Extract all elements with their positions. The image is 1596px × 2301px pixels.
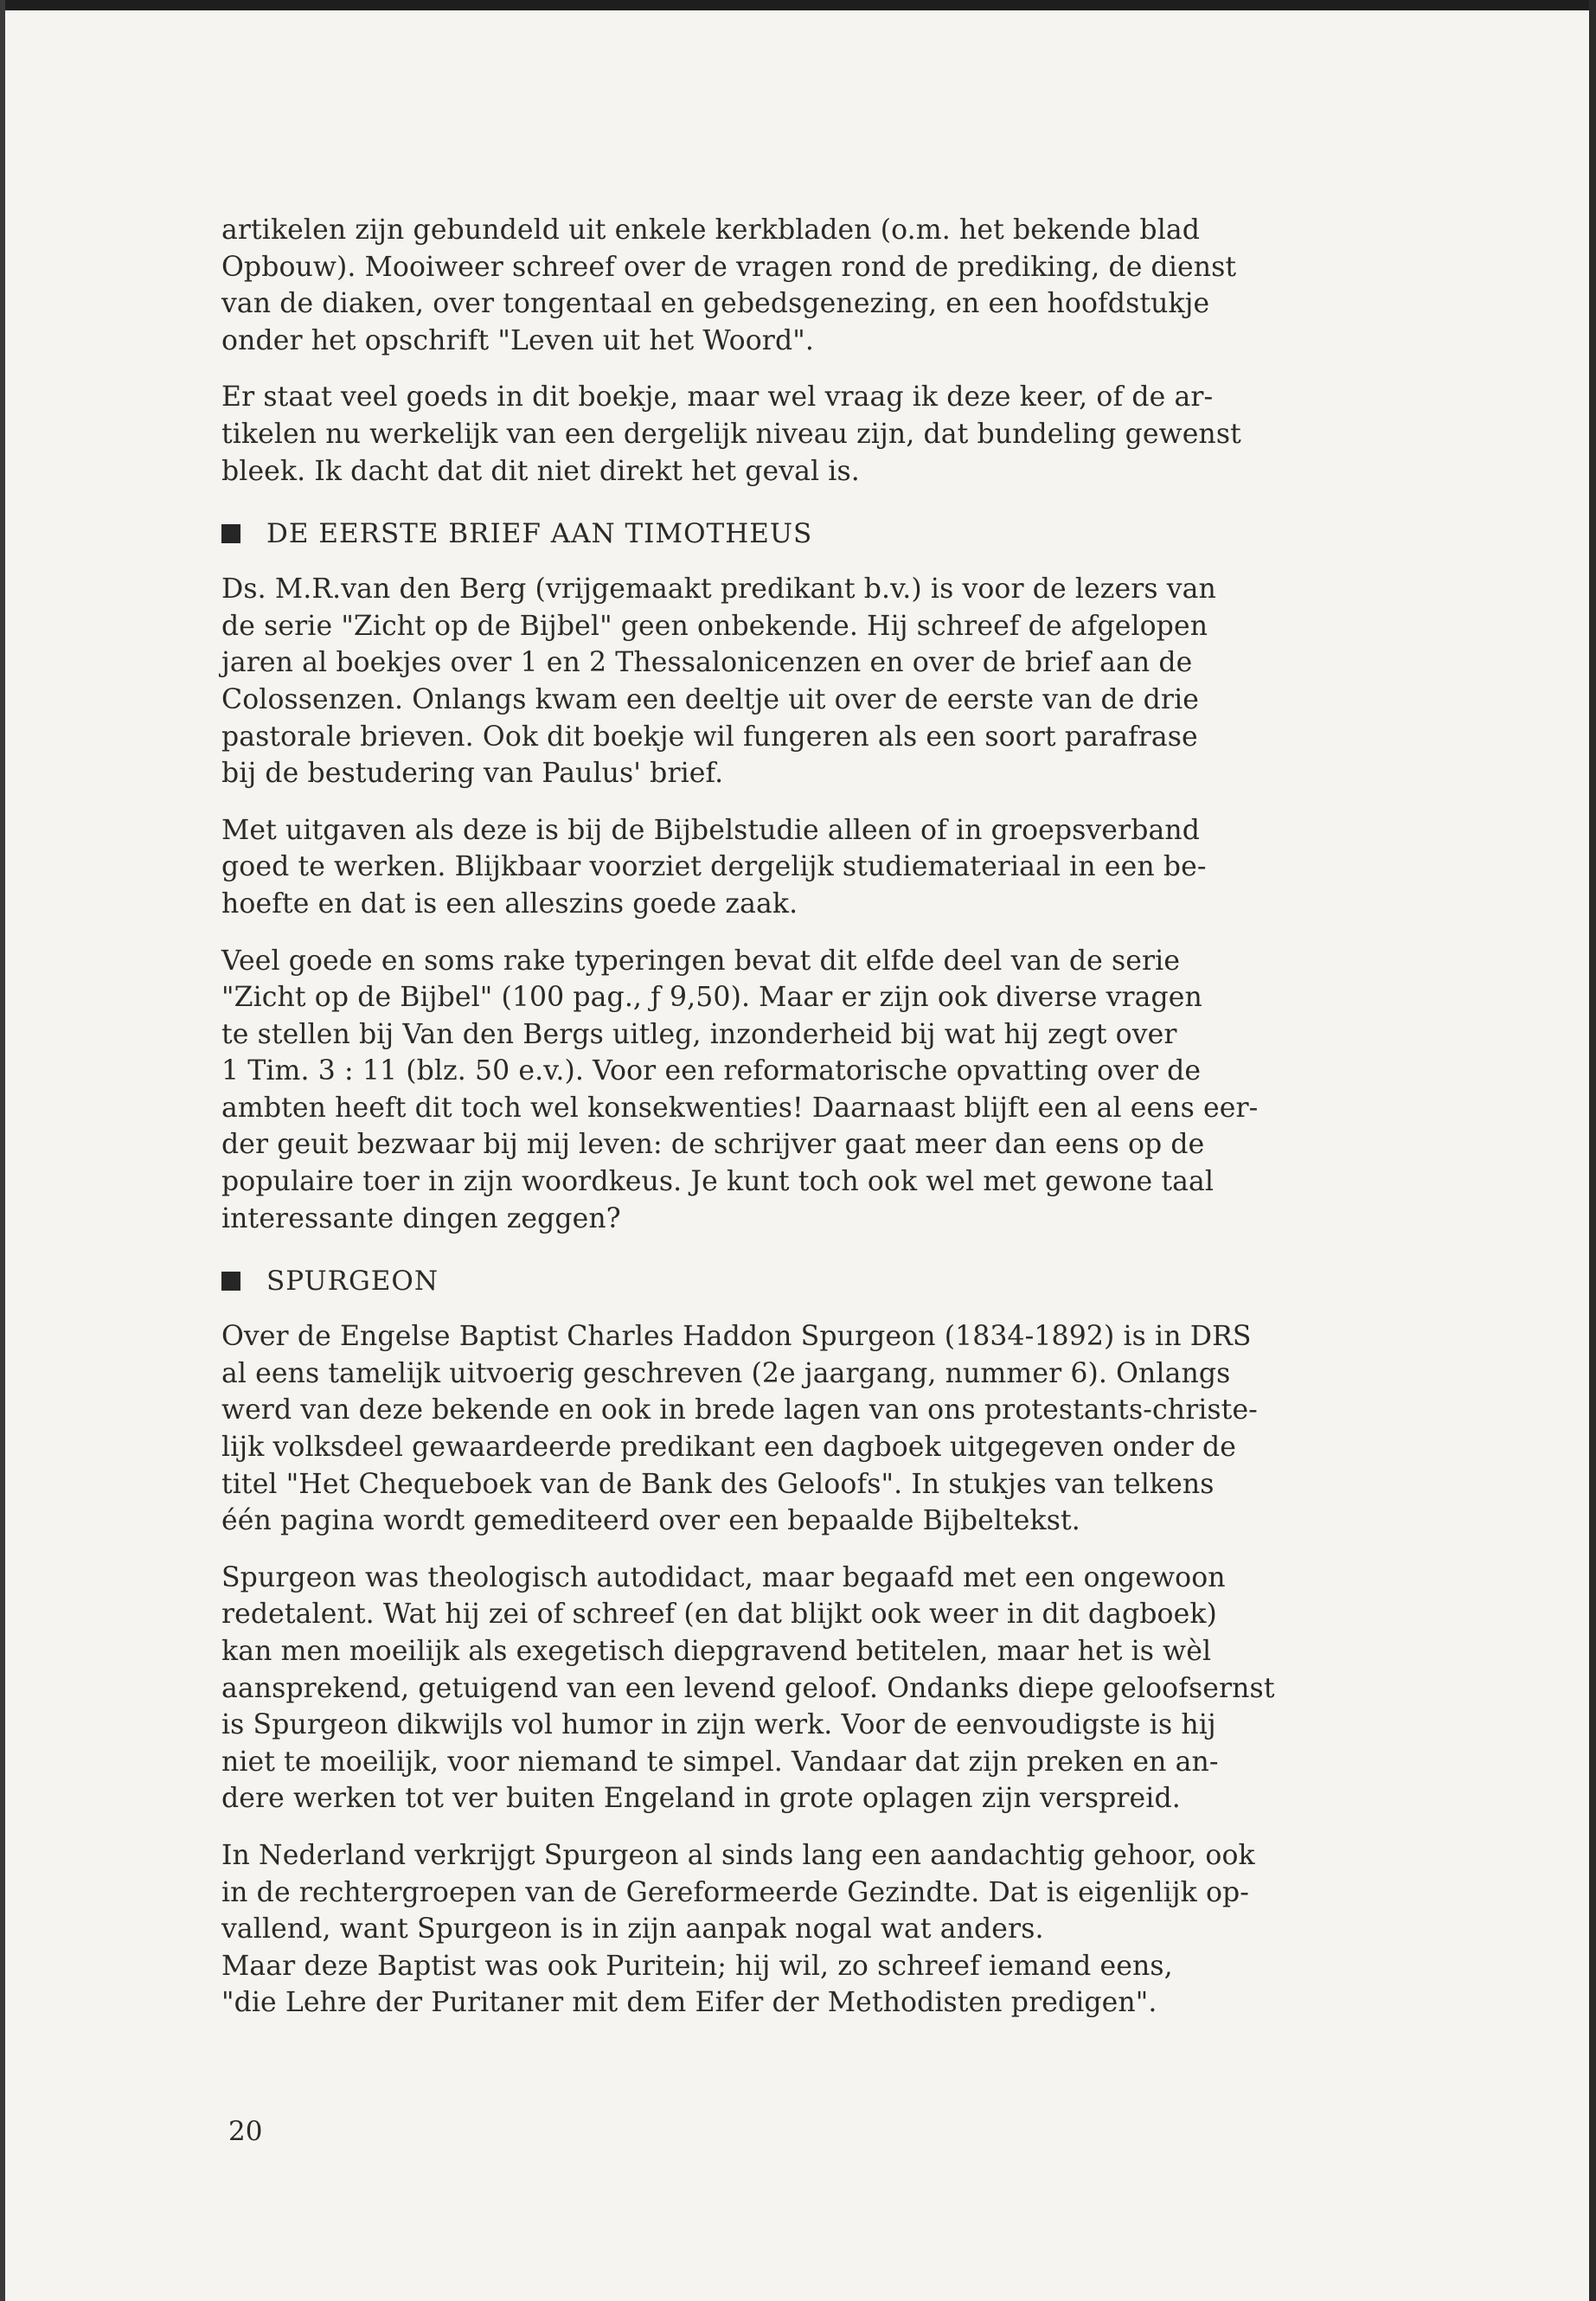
scan-border-top: [0, 0, 1596, 10]
text-line: aansprekend, getuigend van een levend geloof. Ondanks diepe geloofsernst: [221, 1672, 1275, 1704]
text-line: bij de bestudering van Paulus' brief.: [221, 758, 724, 790]
text-line: Opbouw). Mooiweer schreef over de vragen rond de prediking, de dienst: [221, 251, 1237, 283]
text-line: dere werken tot ver buiten Engeland in grote oplagen zijn verspreid.: [221, 1783, 1181, 1815]
paragraph-spurgeon-3: [221, 1837, 1441, 2022]
text-line: de serie "Zicht op de Bijbel" geen onbekende. Hij schreef de afgelopen: [221, 610, 1208, 642]
text-line: onder het opschrift "Leven uit het Woord".: [221, 324, 814, 356]
section-heading-spurgeon: [221, 1263, 1441, 1299]
text-line: Veel goede en soms rake typeringen bevat dit elfde deel van de serie: [221, 945, 1181, 977]
text-line: der geuit bezwaar bij mij leven: de schrijver gaat meer dan eens op de: [221, 1129, 1205, 1161]
page-body: [221, 212, 1441, 2041]
paragraph-timotheus-3: [221, 943, 1441, 1238]
text-line: vallend, want Spurgeon is in zijn aanpak nogal wat anders.: [221, 1913, 1044, 1945]
text-line: Spurgeon was theologisch autodidact, maar begaafd met een ongewoon: [221, 1561, 1226, 1593]
paragraph-spurgeon-2: [221, 1560, 1441, 1817]
text-line: artikelen zijn gebundeld uit enkele kerkbladen (o.m. het bekende blad: [221, 215, 1201, 246]
section-heading-timotheus: [221, 516, 1441, 552]
paragraph-timotheus-2: [221, 812, 1441, 923]
text-line: titel "Het Chequeboek van de Bank des Geloofs". In stukjes van telkens: [221, 1468, 1215, 1500]
paragraph-timotheus-1: [221, 571, 1441, 792]
square-bullet-icon: [221, 524, 240, 543]
text-line: ambten heeft dit toch wel konsekwenties! Daarnaast blijft een al eens eer-: [221, 1092, 1259, 1124]
text-line: populaire toer in zijn woordkeus. Je kunt toch ook wel met gewone taal: [221, 1166, 1215, 1198]
section-heading-text: SPURGEON: [266, 1266, 439, 1298]
text-line: al eens tamelijk uitvoerig geschreven (2e jaargang, nummer 6). Onlangs: [221, 1357, 1231, 1389]
paragraph-intro-2: [221, 379, 1441, 490]
page-number: 20: [228, 2116, 263, 2147]
text-line: Colossenzen. Onlangs kwam een deeltje uit over de eerste van de drie: [221, 683, 1199, 715]
paragraph-spurgeon-1: [221, 1318, 1441, 1540]
section-heading-text: DE EERSTE BRIEF AAN TIMOTHEUS: [266, 518, 813, 550]
text-line: Met uitgaven als deze is bij de Bijbelstudie alleen of in groepsverband: [221, 814, 1200, 846]
text-line: Ds. M.R.van den Berg (vrijgemaakt predikant b.v.) is voor de lezers van: [221, 574, 1216, 606]
text-line: "Zicht op de Bijbel" (100 pag., ƒ 9,50). Maar er zijn ook diverse vragen: [221, 982, 1202, 1014]
text-line: te stellen bij Van den Bergs uitleg, inzonderheid bij wat hij zegt over: [221, 1018, 1177, 1050]
text-line: In Nederland verkrijgt Spurgeon al sinds lang een aandachtig gehoor, ook: [221, 1839, 1255, 1871]
paragraph-intro-1: [221, 212, 1441, 359]
text-line: 1 Tim. 3 : 11 (blz. 50 e.v.). Voor een reformatorische opvatting over de: [221, 1055, 1202, 1087]
text-line: lijk volksdeel gewaardeerde predikant een dagboek uitgegeven onder de: [221, 1432, 1237, 1464]
text-line: is Spurgeon dikwijls vol humor in zijn werk. Voor de eenvoudigste is hij: [221, 1709, 1216, 1741]
text-line: pastorale brieven. Ook dit boekje wil fungeren als een soort parafrase: [221, 721, 1198, 753]
text-line: jaren al boekjes over 1 en 2 Thessalonicenzen en over de brief aan de: [221, 647, 1193, 679]
text-line: Maar deze Baptist was ook Puritein; hij wil, zo schreef iemand eens,: [221, 1950, 1173, 1982]
square-bullet-icon: [221, 1272, 240, 1291]
text-line: goed te werken. Blijkbaar voorziet dergelijk studiemateriaal in een be-: [221, 851, 1207, 883]
scan-border-right: [1589, 0, 1596, 2301]
text-line: redetalent. Wat hij zei of schreef (en dat blijkt ook weer in dit dagboek): [221, 1599, 1217, 1631]
text-line: van de diaken, over tongentaal en gebedsgenezing, en een hoofdstukje: [221, 288, 1210, 320]
text-line: tikelen nu werkelijk van een dergelijk niveau zijn, dat bundeling gewenst: [221, 418, 1241, 450]
text-line: bleek. Ik dacht dat dit niet direkt het geval is.: [221, 455, 860, 487]
text-line: hoefte en dat is een alleszins goede zaak.: [221, 888, 798, 920]
text-line: interessante dingen zeggen?: [221, 1202, 621, 1234]
text-line: "die Lehre der Puritaner mit dem Eifer der Methodisten predigen".: [221, 1987, 1157, 2019]
scan-border-left: [0, 0, 5, 2301]
text-line: in de rechtergroepen van de Gereformeerde Gezindte. Dat is eigenlijk op-: [221, 1876, 1250, 1908]
text-line: niet te moeilijk, voor niemand te simpel. Vandaar dat zijn preken en an-: [221, 1746, 1219, 1778]
text-line: kan men moeilijk als exegetisch diepgravend betitelen, maar het is wèl: [221, 1636, 1212, 1667]
text-line: Over de Engelse Baptist Charles Haddon Spurgeon (1834-1892) is in DRS: [221, 1321, 1252, 1353]
text-line: één pagina wordt gemediteerd over een bepaalde Bijbeltekst.: [221, 1505, 1080, 1537]
text-line: werd van deze bekende en ook in brede lagen van ons protestants-christe-: [221, 1394, 1258, 1426]
text-line: Er staat veel goeds in dit boekje, maar wel vraag ik deze keer, of de ar-: [221, 381, 1214, 413]
